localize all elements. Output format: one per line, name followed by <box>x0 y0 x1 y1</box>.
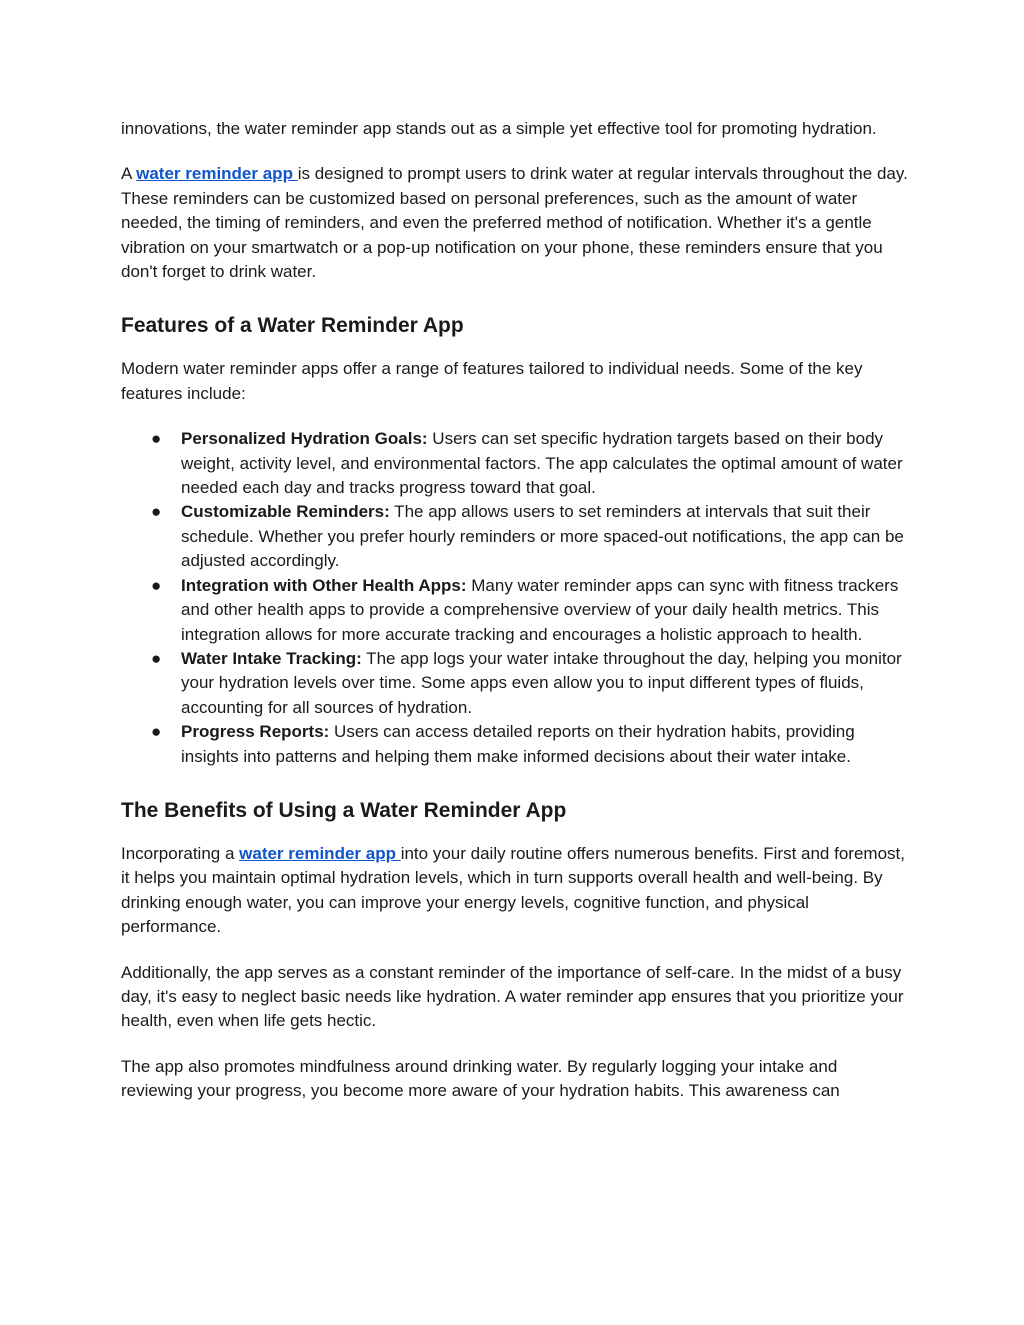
bullet-icon: ● <box>151 722 162 742</box>
feature-item-intake-tracking <box>121 647 911 720</box>
feature-title: Customizable Reminders: <box>181 502 390 522</box>
feature-text: The app logs your water intake throughout the day, helping you monitor your hydration levels over time. Some apps even allow you to input different types of fluids, accounting for all sources of hydration. <box>181 648 902 717</box>
bullet-icon: ● <box>151 648 162 668</box>
benefits-rest: into your daily routine offers numerous benefits. First and foremost, it helps you maintain optimal hydration levels, which in turn supports overall health and well-being. By drinking enough water, you can improve your energy levels, cognitive function, and physical performance. <box>121 843 905 937</box>
feature-title: Water Intake Tracking: <box>181 648 362 668</box>
feature-item-personalized-goals <box>121 427 911 500</box>
feature-text: The app allows users to set reminders at intervals that suit their schedule. Whether you prefer hourly reminders or more spaced-out notifications, the app can be adjusted accordingly. <box>181 502 904 571</box>
bullet-icon: ● <box>151 575 162 595</box>
water-reminder-app-link[interactable]: water reminder app <box>136 164 298 184</box>
feature-title: Progress Reports: <box>181 722 330 742</box>
feature-title: Personalized Hydration Goals: <box>181 429 428 449</box>
benefits-paragraph-1 <box>121 842 911 940</box>
benefits-paragraph-3: The app also promotes mindfulness around drinking water. By regularly logging your intake and reviewing your progress, you become more aware of your hydration habits. This awareness can <box>121 1056 840 1101</box>
feature-item-customizable-reminders <box>121 500 911 573</box>
feature-text: Users can set specific hydration targets based on their body weight, activity level, and environmental factors. The app calculates the optimal amount of water needed each day and tracks progress toward that goal. <box>181 429 903 498</box>
feature-item-integration <box>121 574 911 647</box>
intro-rest: is designed to prompt users to drink water at regular intervals throughout the day. These reminders can be customized based on personal preferences, such as the amount of water needed, the timing of reminders, and even the preferred method of notification. Whether it's a gentle vibration on your smartwatch or a pop-up notification on your phone, these reminders ensure that you don't forget to drink water. <box>121 164 908 282</box>
feature-item-progress-reports <box>121 720 911 769</box>
document-body <box>121 117 911 1104</box>
intro-paragraph-continuation: innovations, the water reminder app stands out as a simple yet effective tool for promoting hydration. <box>121 119 877 138</box>
features-list <box>121 427 911 769</box>
features-intro: Modern water reminder apps offer a range of features tailored to individual needs. Some of the key features include: <box>121 359 863 403</box>
intro-paragraph <box>121 162 911 284</box>
feature-text: Users can access detailed reports on their hydration habits, providing insights into patterns and helping them make informed decisions about their water intake. <box>181 722 855 766</box>
features-heading: Features of a Water Reminder App <box>121 314 464 338</box>
water-reminder-app-link[interactable]: water reminder app <box>239 843 401 863</box>
benefits-prefix: Incorporating a <box>121 843 240 863</box>
bullet-icon: ● <box>151 502 162 522</box>
feature-text: Many water reminder apps can sync with fitness trackers and other health apps to provide a comprehensive overview of your daily health metrics. This integration allows for more accurate tracking and encourages a holistic approach to health. <box>181 575 899 644</box>
benefits-heading: The Benefits of Using a Water Reminder App <box>121 798 567 822</box>
feature-title: Integration with Other Health Apps: <box>181 575 467 595</box>
bullet-icon: ● <box>151 429 162 449</box>
benefits-paragraph-2: Additionally, the app serves as a constant reminder of the importance of self-care. In the midst of a busy day, it's easy to neglect basic needs like hydration. A water reminder app ensures that you prioritize your health, even when life gets hectic. <box>121 962 904 1031</box>
intro-prefix: A <box>121 164 137 184</box>
